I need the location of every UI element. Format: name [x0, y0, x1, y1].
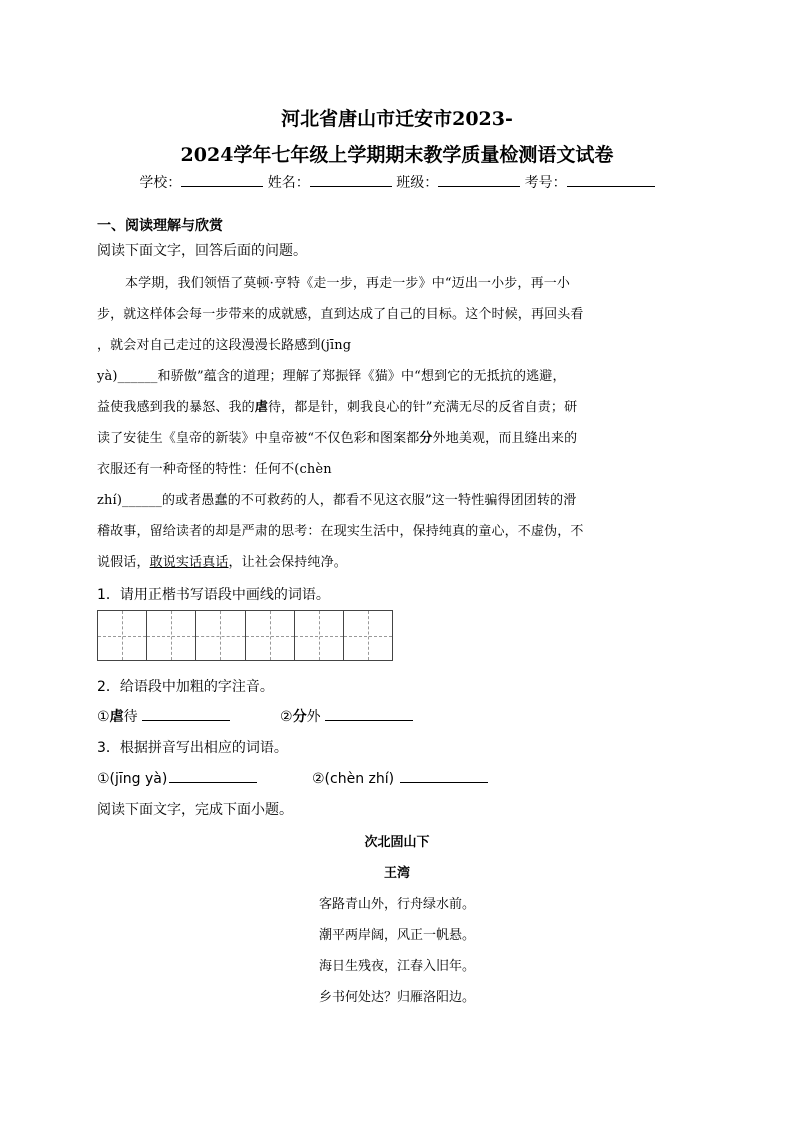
question-3: 3．根据拼音写出相应的词语。 [97, 740, 288, 756]
q3-answer-b [312, 768, 488, 787]
q3-answer-a [97, 768, 257, 787]
passage-text: 外地美观，而且缝出来的 [432, 431, 578, 446]
section-heading: 一、阅读理解与欣赏 [97, 218, 223, 234]
bold-char: 虐 [109, 709, 124, 725]
grid-cell[interactable] [344, 611, 392, 660]
char: 待 [123, 709, 138, 725]
passage-line-7: 衣服还有一种奇怪的特性：任何不(chèn [97, 462, 332, 477]
underlined-phrase: 敢说实话真话 [149, 555, 229, 570]
passage-text: 待，都是针，刺我良心的针”充满无尽的反省自责；研 [267, 400, 578, 415]
class-blank[interactable] [438, 172, 520, 187]
poem-line: 客路青山外，行舟绿水前。 [318, 897, 475, 912]
passage-text: 益使我感到我的暴怒、我的 [97, 400, 255, 415]
q2-answer-b [280, 706, 413, 726]
page-title-line1: 河北省唐山市迁安市2023- [281, 108, 513, 130]
passage-line-5 [97, 396, 577, 415]
name-label: 姓名： [267, 175, 310, 191]
grid-cell[interactable] [147, 611, 196, 660]
examno-label: 考号： [524, 175, 567, 191]
passage-text: 读了安徒生《皇帝的新装》中皇帝被“不仅色彩和图案都 [97, 431, 420, 446]
writing-grid[interactable] [97, 610, 393, 661]
passage-line-1: 本学期，我们领悟了莫顿·亨特《走一步，再走一步》中“迈出一小步，再一小 [125, 276, 571, 291]
passage-text: 说假话， [97, 555, 150, 570]
section-intro: 阅读下面文字，回答后面的问题。 [97, 243, 307, 259]
poem-line: 潮平两岸阔，风正一帆悬。 [318, 928, 475, 943]
reading-intro-2: 阅读下面文字，完成下面小题。 [97, 802, 293, 818]
passage-line-8: zhí)______的或者愚蠢的不可救药的人，都看不见这衣服”这一特性骗得团团转的滑 [97, 493, 577, 508]
passage-line-3: ，就会对自己走过的这段漫漫长路感到(jīng [97, 338, 352, 353]
grid-cell[interactable] [98, 611, 147, 660]
student-info-row [0, 172, 794, 192]
passage-line-9: 稽故事，留给读者的却是严肃的思考：在现实生活中，保持纯真的童心，不虚伪，不 [97, 524, 584, 539]
pinyin-prompt: ①(jīng yà) [97, 771, 168, 787]
circled-number: ② [280, 709, 293, 725]
bold-char-nue: 虐 [254, 400, 268, 415]
grid-cell[interactable] [196, 611, 245, 660]
grid-cell[interactable] [246, 611, 295, 660]
q2-answer-a [97, 706, 230, 726]
answer-blank[interactable] [142, 706, 230, 721]
question-1: 1．请用正楷书写语段中画线的词语。 [97, 587, 330, 603]
school-label: 学校： [139, 175, 182, 191]
question-2: 2．给语段中加粗的字注音。 [97, 679, 274, 695]
answer-blank[interactable] [400, 768, 488, 783]
bold-char-fen: 分 [419, 431, 433, 446]
answer-blank[interactable] [325, 706, 413, 721]
poem-line: 乡书何处达？归雁洛阳边。 [318, 990, 475, 1005]
poem-line: 海日生残夜，江春入旧年。 [318, 959, 475, 974]
poem-title: 次北固山下 [364, 835, 430, 850]
name-blank[interactable] [310, 172, 392, 187]
pinyin-prompt: ②(chèn zhí) [312, 771, 395, 787]
passage-text: ，让社会保持纯净。 [228, 555, 347, 570]
bold-char: 分 [292, 709, 307, 725]
page-title-line2: 2024学年七年级上学期期末教学质量检测语文试卷 [180, 144, 614, 166]
char: 外 [306, 709, 321, 725]
circled-number: ① [97, 709, 110, 725]
passage-line-4: yà)______和骄傲”蕴含的道理；理解了郑振铎《猫》中“想到它的无抵抗的逃避， [97, 369, 566, 384]
school-blank[interactable] [181, 172, 263, 187]
class-label: 班级： [396, 175, 439, 191]
passage-line-6 [97, 427, 577, 446]
grid-cell[interactable] [295, 611, 344, 660]
passage-line-10 [97, 551, 347, 570]
examno-blank[interactable] [567, 172, 655, 187]
poem-author: 王湾 [383, 866, 410, 881]
answer-blank[interactable] [169, 768, 257, 783]
passage-line-2: 步，就这样体会每一步带来的成就感，直到达成了自己的目标。这个时候，再回头看 [97, 307, 584, 322]
